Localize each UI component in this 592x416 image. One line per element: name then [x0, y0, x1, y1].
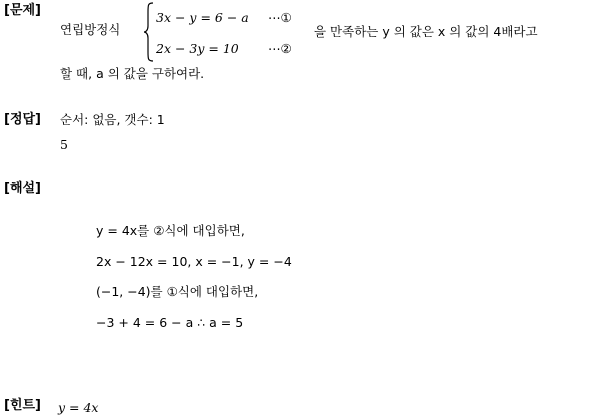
- equation-2: 2x − 3y = 10: [156, 41, 239, 56]
- system-brace: [143, 2, 155, 62]
- equation-1-ref: ⋯①: [268, 10, 292, 25]
- solution-line-2: 2x − 12x = 10, x = −1, y = −4: [96, 254, 292, 269]
- problem-condition: 을 만족하는 y 의 값은 x 의 값의 4배라고: [314, 24, 538, 39]
- hint-text: y = 4x: [58, 400, 99, 415]
- hint-tag: [힌트]: [4, 398, 41, 413]
- solution-tag: [해설]: [4, 181, 41, 196]
- answer-tag: [정답]: [4, 112, 41, 127]
- solution-line-3: (−1, −4)를 ①식에 대입하면,: [96, 284, 259, 299]
- answer-value: 5: [60, 137, 68, 152]
- equation-1: 3x − y = 6 − a: [156, 10, 249, 25]
- problem-question: 할 때, a 의 값을 구하여라.: [60, 66, 205, 81]
- equation-2-ref: ⋯②: [268, 41, 292, 56]
- answer-meta: 순서: 없음, 갯수: 1: [60, 112, 165, 127]
- solution-line-1: y = 4x를 ②식에 대입하면,: [96, 223, 245, 238]
- problem-lead: 연립방정식: [60, 22, 121, 37]
- problem-tag: [문제]: [4, 3, 41, 18]
- solution-line-4: −3 + 4 = 6 − a ∴ a = 5: [96, 315, 244, 330]
